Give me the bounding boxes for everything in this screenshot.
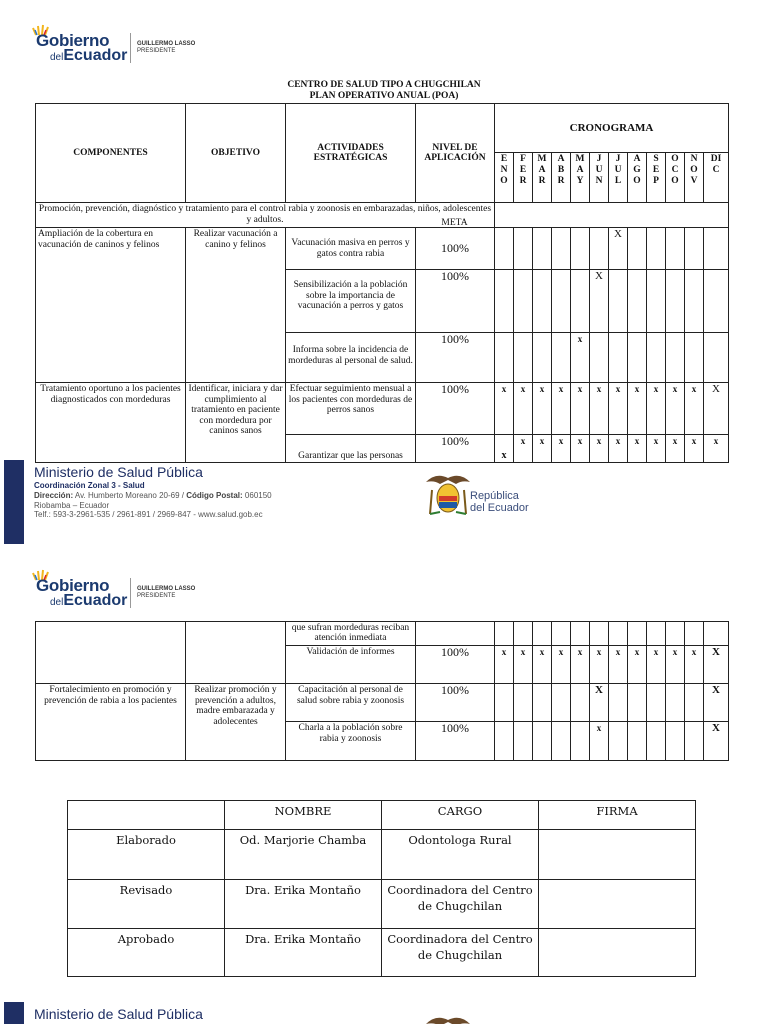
logo-line1: Gobierno — [36, 576, 110, 595]
act7-cell: Capacitación al personal de salud sobre rabia y zoonosis — [286, 684, 416, 722]
act7-dic-mark: X — [704, 684, 729, 722]
act5-ene-mark: x — [495, 435, 514, 463]
act5-mark: x — [590, 435, 609, 463]
obj2-cell: Identificar, iniciara y dar cumplimiento al tratamiento en paciente con mordedura por caninos sanos — [186, 383, 286, 463]
sign-role: Revisado — [68, 880, 225, 929]
act4-mark: x — [552, 383, 571, 435]
month-jul: J U L — [609, 153, 628, 203]
ecuador-seal-icon — [422, 468, 474, 518]
footer-zone: Coordinación Zonal 3 - Salud — [34, 481, 145, 490]
act2-jun-mark: X — [590, 270, 609, 333]
document-title: CENTRO DE SALUD TIPO A CHUGCHILAN — [287, 80, 481, 90]
act6-mark: x — [590, 646, 609, 684]
header-cronograma: CRONOGRAMA — [495, 104, 729, 153]
month-sep: S E P — [647, 153, 666, 203]
act4-dic-mark: X — [704, 383, 729, 435]
sign-firma-cell — [539, 880, 696, 929]
act6-mark: x — [647, 646, 666, 684]
sign-name: Dra. Erika Montaño — [225, 929, 382, 977]
ecuador-seal-icon — [422, 1010, 474, 1024]
table-row — [36, 684, 729, 722]
section-title: Promoción, prevención, diagnóstico y tratamiento para el control rabia y zoonosis en embarazadas, niños, adolescentes y adultos. — [38, 204, 492, 225]
sign-header-cargo: CARGO — [382, 801, 539, 830]
act6-mark: x — [685, 646, 704, 684]
obj3-cell: Realizar promoción y prevención a adultos, madre embarazada y adolecentes — [186, 684, 286, 761]
sign-role: Aprobado — [68, 929, 225, 977]
month-jun: J U N — [590, 153, 609, 203]
header-nivel: NIVEL DE APLICACIÓN — [416, 104, 495, 203]
obj1-cell: Realizar vacunación a canino y felinos — [186, 228, 286, 383]
act4-mark: x — [514, 383, 533, 435]
table-row — [68, 880, 696, 929]
signature-table — [67, 800, 696, 977]
footer-ministry: Ministerio de Salud Pública — [34, 1006, 203, 1022]
act5-mark: x — [628, 435, 647, 463]
act8-pct: 100% — [416, 722, 495, 761]
comp2-cell: Tratamiento oportuno a los pacientes diagnosticados con mordeduras — [36, 383, 186, 463]
table-row — [36, 383, 729, 435]
month-oct: O C O — [666, 153, 685, 203]
act5-pct: 100% — [416, 435, 495, 463]
act4-cell: Efectuar seguimiento mensual a los pacientes con mordeduras de perros sanos — [286, 383, 416, 435]
sign-header-nombre: NOMBRE — [225, 801, 382, 830]
sign-header-firma: FIRMA — [539, 801, 696, 830]
act6-mark: x — [666, 646, 685, 684]
logo-divider — [130, 33, 131, 63]
footer-address: Dirección: Av. Humberto Moreano 20-69 / Código Postal: 060150 Riobamba – Ecuador Telf.: 593-3-2961-535 / 2961-891 / 2969-847 - www.salud.gob.ec — [34, 491, 272, 519]
footer-page1 — [0, 458, 768, 548]
header-componentes: COMPONENTES — [36, 104, 186, 203]
president-label: GUILLERMO LASSO PRESIDENTE — [137, 586, 196, 599]
logo-line1: Gobierno — [36, 31, 110, 50]
sign-firma-cell — [539, 830, 696, 880]
section-schedule-blank — [495, 203, 729, 228]
act4-mark: x — [495, 383, 514, 435]
header-actividades: ACTIVIDADES ESTRATÉGICAS — [286, 104, 416, 203]
act6-mark: x — [609, 646, 628, 684]
month-ene: E N O — [495, 153, 514, 203]
month-may: M A Y — [571, 153, 590, 203]
president-label: GUILLERMO LASSO PRESIDENTE — [137, 41, 196, 54]
table-row — [68, 929, 696, 977]
sign-role: Elaborado — [68, 830, 225, 880]
act6-mark: x — [552, 646, 571, 684]
comp1-cell: Ampliación de la cobertura en vacunación de caninos y felinos — [36, 228, 186, 383]
act3-may-mark: x — [571, 333, 590, 383]
act1-cell: Vacunación masiva en perros y gatos contra rabia — [286, 228, 416, 270]
act5-mark: x — [514, 435, 533, 463]
footer-ministry: Ministerio de Salud Pública — [34, 464, 203, 480]
act5-mark: x — [685, 435, 704, 463]
act5-mark: x — [647, 435, 666, 463]
act4-mark: x — [571, 383, 590, 435]
act7-jun-mark: X — [590, 684, 609, 722]
table-row — [36, 622, 729, 646]
section-title-cell — [36, 203, 495, 228]
act3-cell: Informa sobre la incidencia de mordeduras al personal de salud. — [286, 333, 416, 383]
act4-mark: x — [533, 383, 552, 435]
act2-pct: 100% — [416, 270, 495, 333]
act4-mark: x — [647, 383, 666, 435]
table-row — [68, 830, 696, 880]
act5-mark: x — [552, 435, 571, 463]
act6-mark: x — [533, 646, 552, 684]
act4-mark: x — [628, 383, 647, 435]
act4-pct: 100% — [416, 383, 495, 435]
act6-cell: Validación de informes — [286, 646, 416, 684]
sign-firma-cell — [539, 929, 696, 977]
act5-mark: x — [609, 435, 628, 463]
act4-mark: x — [685, 383, 704, 435]
sign-cargo: Coordinadora del Centro de Chugchilan — [382, 880, 539, 929]
document-title-block — [0, 80, 768, 102]
logo-divider — [130, 578, 131, 608]
act6-mark: x — [495, 646, 514, 684]
gobierno-logo — [34, 30, 195, 66]
act4-mark: x — [609, 383, 628, 435]
sign-name: Od. Marjorie Chamba — [225, 830, 382, 880]
act2-cell: Sensibilización a la población sobre la importancia de vacunación a perros y gatos — [286, 270, 416, 333]
act6-dic-mark: X — [704, 646, 729, 684]
republica-label: República del Ecuador — [470, 490, 529, 514]
sign-cargo: Coordinadora del Centro de Chugchilan — [382, 929, 539, 977]
meta-label: META — [441, 217, 468, 228]
poa-table-continued — [35, 621, 729, 761]
poa-table — [35, 103, 729, 463]
footer-page2 — [0, 1000, 768, 1024]
act5-mark: x — [666, 435, 685, 463]
act7-pct: 100% — [416, 684, 495, 722]
document-subtitle: PLAN OPERATIVO ANUAL (POA) — [309, 91, 459, 101]
month-abr: A B R — [552, 153, 571, 203]
month-mar: M A R — [533, 153, 552, 203]
sign-cargo: Odontologa Rural — [382, 830, 539, 880]
act5-mark: x — [571, 435, 590, 463]
act4-mark: x — [666, 383, 685, 435]
act5-cell: Garantizar que las personas — [286, 435, 416, 463]
table-row — [36, 228, 729, 270]
act6-mark: x — [628, 646, 647, 684]
logo-line2: delEcuador — [50, 47, 128, 64]
act6-mark: x — [514, 646, 533, 684]
header-objetivo: OBJETIVO — [186, 104, 286, 203]
act6-pct: 100% — [416, 646, 495, 684]
act1-pct: 100% — [416, 228, 495, 270]
month-nov: N O V — [685, 153, 704, 203]
gobierno-logo-page2 — [34, 575, 195, 611]
comp3-cell: Fortalecimiento en promoción y prevención de rabia a los pacientes — [36, 684, 186, 761]
act4-mark: x — [590, 383, 609, 435]
month-feb: F E R — [514, 153, 533, 203]
logo-line2: delEcuador — [50, 592, 128, 609]
act1-jul-mark: X — [609, 228, 628, 270]
footer-bar — [4, 460, 24, 544]
act8-jun-mark: x — [590, 722, 609, 761]
act6-mark: x — [571, 646, 590, 684]
month-ago: A G O — [628, 153, 647, 203]
footer-bar — [4, 1002, 24, 1024]
act8-dic-mark: X — [704, 722, 729, 761]
act5-cont-cell: que sufran mordeduras reciban atención inmediata — [286, 622, 416, 646]
act5-mark: x — [533, 435, 552, 463]
act8-cell: Charla a la población sobre rabia y zoonosis — [286, 722, 416, 761]
month-dic: DI C — [704, 153, 729, 203]
sign-name: Dra. Erika Montaño — [225, 880, 382, 929]
act3-pct: 100% — [416, 333, 495, 383]
act5-mark: x — [704, 435, 729, 463]
